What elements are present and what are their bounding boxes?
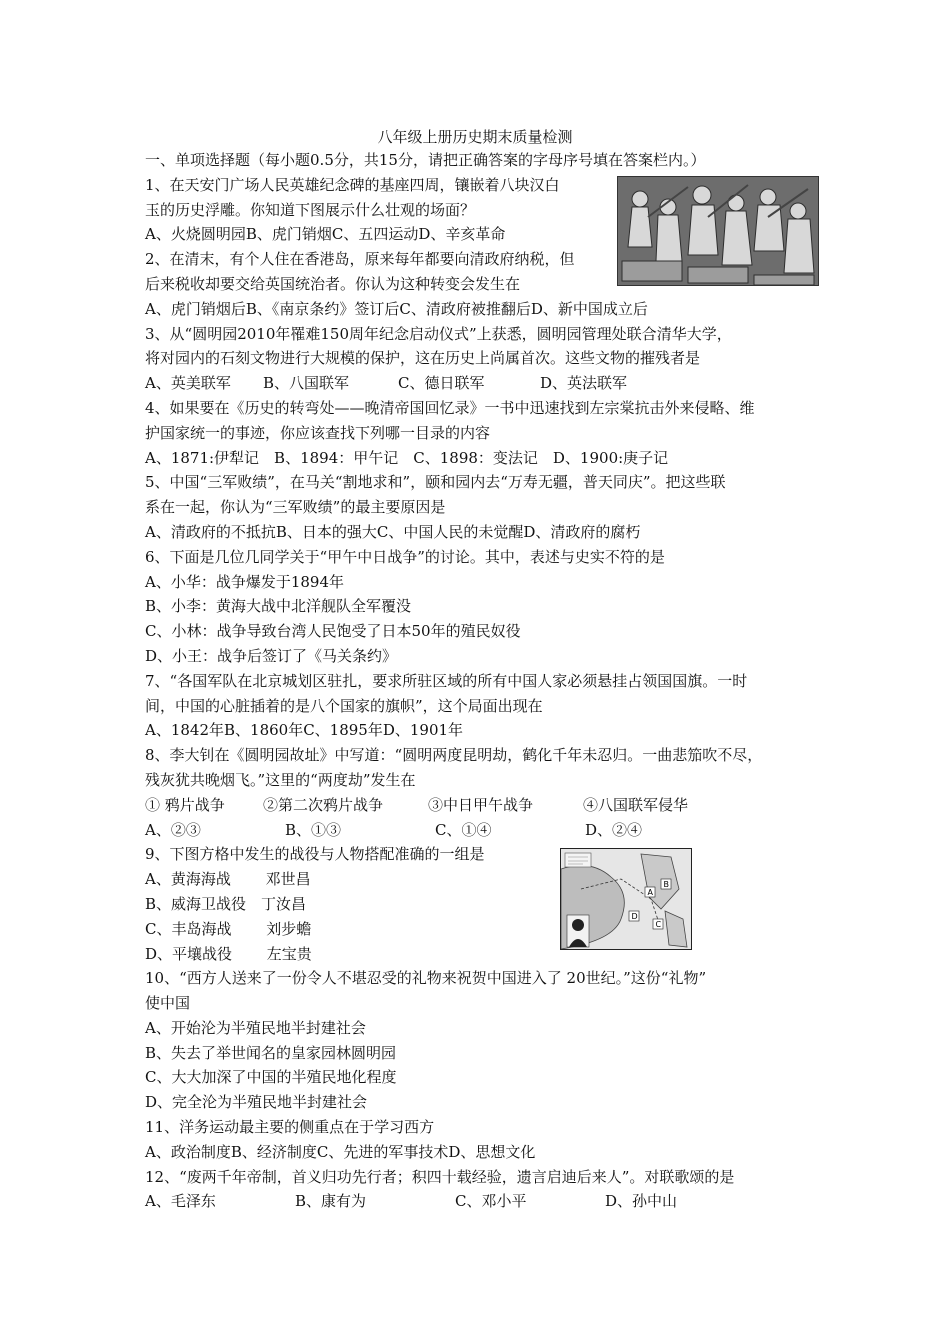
map-label-d: D bbox=[631, 912, 638, 921]
exam-body bbox=[145, 148, 815, 1214]
q2-options: A、虎门销烟后B、《南京条约》签订后C、清政府被推翻后D、新中国成立后 bbox=[145, 299, 648, 318]
q10-option-c: C、大大加深了中国的半殖民地化程度 bbox=[145, 1068, 397, 1087]
exam-title: 八年级上册历史期末质量检测 bbox=[377, 128, 573, 146]
q1-stem-1: 1、在天安门广场人民英雄纪念碑的基座四周，镶嵌着八块汉白 bbox=[145, 175, 560, 194]
q6-stem: 6、下面是几位几同学关于“甲午中日战争”的讨论。其中，表述与史实不符的是 bbox=[145, 547, 665, 566]
q3-stem-2: 将对园内的石刻文物进行大规模的保护，这在历史上尚属首次。这些文物的摧残者是 bbox=[145, 349, 701, 368]
q10-option-b: B、失去了举世闻名的皇家园林圆明园 bbox=[145, 1043, 397, 1062]
q3-option-b: B、八国联军 bbox=[263, 374, 350, 393]
q6-option-a: A、小华：战争爆发于1894年 bbox=[145, 572, 345, 591]
q1-options: A、火烧圆明园B、虎门销烟C、五四运动D、辛亥革命 bbox=[145, 225, 506, 244]
q12-option-d: D、孙中山 bbox=[605, 1192, 678, 1211]
q9-option-c: C、丰岛海战 刘步蟾 bbox=[145, 919, 312, 938]
q12-option-c: C、邓小平 bbox=[455, 1192, 527, 1211]
q10-option-d: D、完全沦为半殖民地半封建社会 bbox=[145, 1093, 368, 1112]
q6-option-b: B、小李：黄海大战中北洋舰队全军覆没 bbox=[145, 597, 412, 616]
q12-stem: 12、“废两千年帝制，首义归功先行者；积四十载经验，遗言启迪后来人”。对联歌颂的是 bbox=[145, 1167, 735, 1186]
relief-sculpture-image bbox=[617, 176, 819, 286]
q3-option-c: C、德日联军 bbox=[398, 374, 485, 393]
q10-stem-2: 使中国 bbox=[145, 994, 191, 1013]
map-label-a: A bbox=[647, 888, 653, 897]
q2-stem-1: 2、在清末，有个人住在香港岛，原来每年都要向清政府纳税，但 bbox=[145, 250, 575, 269]
q5-stem-2: 系在一起，你认为“三军败绩”的最主要原因是 bbox=[145, 498, 446, 517]
q4-options: A、1871:伊犁记 B、1894：甲午记 C、1898：变法记 D、1900:庚子记 bbox=[145, 448, 669, 467]
map-label-c: C bbox=[655, 920, 662, 929]
map-label-b: B bbox=[663, 880, 669, 889]
q6-option-d: D、小王：战争后签订了《马关条约》 bbox=[145, 646, 398, 665]
q10-option-a: A、开始沦为半殖民地半封建社会 bbox=[145, 1018, 366, 1037]
q8-events bbox=[145, 793, 815, 818]
q11-stem: 11、洋务运动最主要的侧重点在于学习西方 bbox=[145, 1118, 435, 1137]
q5-options: A、清政府的不抵抗B、日本的强大C、中国人民的未觉醒D、清政府的腐朽 bbox=[145, 522, 641, 541]
q9-option-b: B、威海卫战役 丁汝昌 bbox=[145, 894, 307, 913]
q7-options: A、1842年B、1860年C、1895年D、1901年 bbox=[145, 721, 464, 740]
q9-stem: 9、下图方格中发生的战役与人物搭配准确的一组是 bbox=[145, 845, 485, 864]
q3-option-d: D、英法联军 bbox=[540, 374, 628, 393]
q6-option-c: C、小林：战争导致台湾人民饱受了日本50年的殖民奴役 bbox=[145, 622, 521, 641]
section-heading: 一、单项选择题（每小题0.5分，共15分，请把正确答案的字母序号填在答案栏内。） bbox=[145, 151, 706, 169]
q12-option-a: A、毛泽东 bbox=[145, 1192, 216, 1211]
q8-option-b: B、①③ bbox=[285, 820, 342, 839]
q3-option-a: A、英美联军 bbox=[145, 374, 231, 393]
q8-stem-1: 8、李大钊在《圆明园故址》中写道：“圆明两度昆明劫，鹤化千年未忍归。一曲悲笳吹不尽， bbox=[145, 746, 763, 765]
q10-stem-1: 10、“西方人送来了一份令人不堪忍受的礼物来祝贺中国进入了 20世纪。”这份“礼物” bbox=[145, 969, 707, 988]
q9-option-a: A、黄海海战 邓世昌 bbox=[145, 870, 311, 889]
q8-option-d: D、②④ bbox=[585, 820, 643, 839]
q12-options bbox=[145, 1189, 815, 1214]
q9-option-d: D、平壤战役 左宝贵 bbox=[145, 944, 312, 963]
q8-event-1: ① 鸦片战争 bbox=[145, 795, 225, 814]
map-icon bbox=[561, 849, 691, 949]
q5-stem-1: 5、中国“三军败绩”，在马关“割地求和”，颐和园内去“万寿无疆，普天同庆”。把这些联 bbox=[145, 473, 726, 492]
q7-stem-1: 7、“各国军队在北京城划区驻扎，要求所驻区域的所有中国人家必须悬挂占领国国旗。一时 bbox=[145, 671, 748, 690]
q1-stem-2: 玉的历史浮雕。你知道下图展示什么壮观的场面？ bbox=[145, 200, 476, 219]
q8-event-3: ③中日甲午战争 bbox=[428, 795, 534, 814]
relief-figures-icon bbox=[618, 177, 818, 285]
q12-option-b: B、康有为 bbox=[295, 1192, 367, 1211]
q8-stem-2: 残灰犹共晚烟飞。”这里的“两度劫”发生在 bbox=[145, 770, 416, 789]
q8-option-c: C、①④ bbox=[435, 820, 492, 839]
q4-stem-1: 4、如果要在《历史的转弯处——晚清帝国回忆录》一书中迅速找到左宗棠抗击外来侵略、维 bbox=[145, 398, 755, 417]
q2-stem-2: 后来税收却要交给英国统治者。你认为这种转变会发生在 bbox=[145, 274, 521, 293]
q8-options bbox=[145, 818, 815, 843]
q3-stem-1: 3、从“圆明园2010年罹难150周年纪念启动仪式”上获悉，圆明园管理处联合清华大学， bbox=[145, 324, 732, 343]
q4-stem-2: 护国家统一的事迹，你应该查找下列哪一目录的内容 bbox=[145, 423, 491, 442]
q8-option-a: A、②③ bbox=[145, 820, 201, 839]
q3-options bbox=[145, 371, 815, 396]
battle-map-image bbox=[560, 848, 692, 950]
q8-event-4: ④八国联军侵华 bbox=[583, 795, 689, 814]
q11-options: A、政治制度B、经济制度C、先进的军事技术D、思想文化 bbox=[145, 1142, 536, 1161]
q8-event-2: ②第二次鸦片战争 bbox=[263, 795, 384, 814]
q7-stem-2: 间，中国的心脏插着的是八个国家的旗帜”，这个局面出现在 bbox=[145, 696, 543, 715]
